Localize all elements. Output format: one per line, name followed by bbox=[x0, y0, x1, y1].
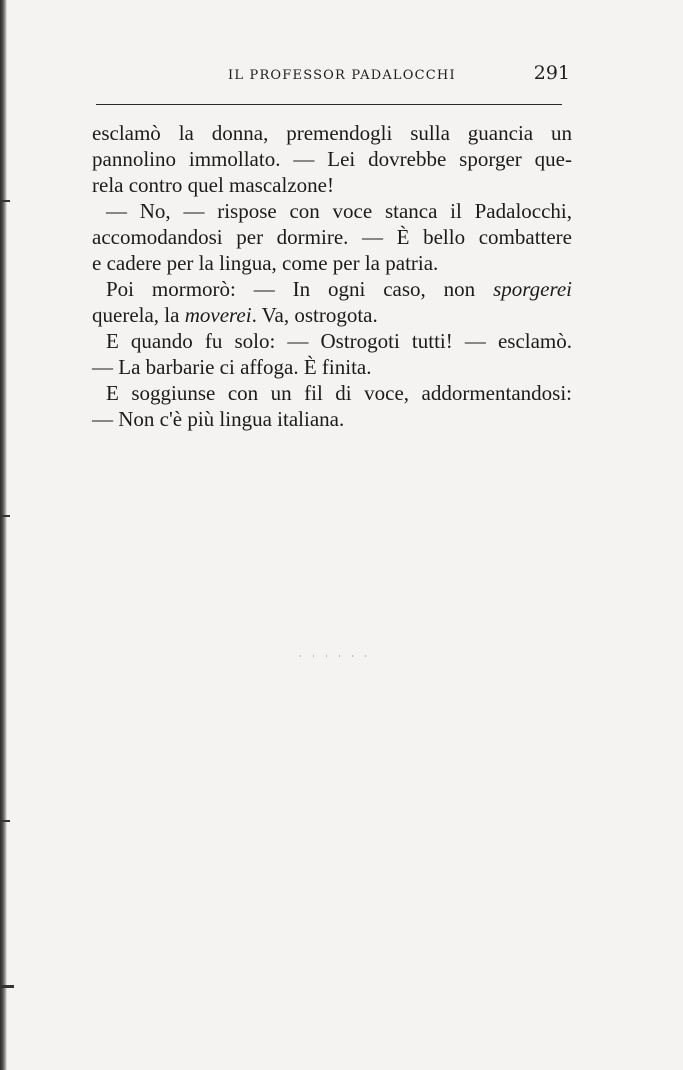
end-ornament: · · · · · · bbox=[299, 652, 371, 661]
running-title: IL PROFESSOR PADALOCCHI bbox=[228, 68, 456, 83]
text-line: E quando fu solo: — Ostrogoti tutti! — esclamò. bbox=[106, 329, 572, 353]
emphasis: moverei bbox=[184, 303, 252, 327]
scan-mark bbox=[0, 985, 14, 988]
text-line: — No, — rispose con voce stanca il Padalocchi, bbox=[106, 199, 572, 223]
text-line: esclamò la donna, premendogli sulla guancia un bbox=[92, 121, 572, 145]
emphasis: sporgerei bbox=[493, 277, 572, 301]
scan-mark bbox=[0, 820, 10, 822]
scan-mark bbox=[0, 515, 10, 517]
text-line: rela contro quel mascalzone! bbox=[92, 173, 334, 197]
running-head bbox=[96, 62, 570, 92]
scan-edge-shadow bbox=[0, 0, 7, 1070]
text-line: E soggiunse con un fil di voce, addormentandosi: bbox=[106, 381, 572, 405]
page-number: 291 bbox=[533, 62, 570, 84]
text-line: — Non c'è più lingua italiana. bbox=[92, 407, 345, 431]
text-line: accomodandosi per dormire. — È bello combattere bbox=[92, 225, 572, 249]
body-text bbox=[92, 120, 572, 432]
text-line: Poi mormorò: — In ogni caso, non sporgerei bbox=[106, 277, 572, 301]
text-line: pannolino immollato. — Lei dovrebbe sporger que- bbox=[92, 147, 572, 171]
text-line: e cadere per la lingua, come per la patria. bbox=[92, 251, 439, 275]
scan-mark bbox=[0, 200, 10, 202]
text-line: — La barbarie ci affoga. È finita. bbox=[92, 355, 372, 379]
header-rule bbox=[96, 104, 562, 105]
text-line: querela, la moverei. Va, ostrogota. bbox=[92, 303, 378, 327]
